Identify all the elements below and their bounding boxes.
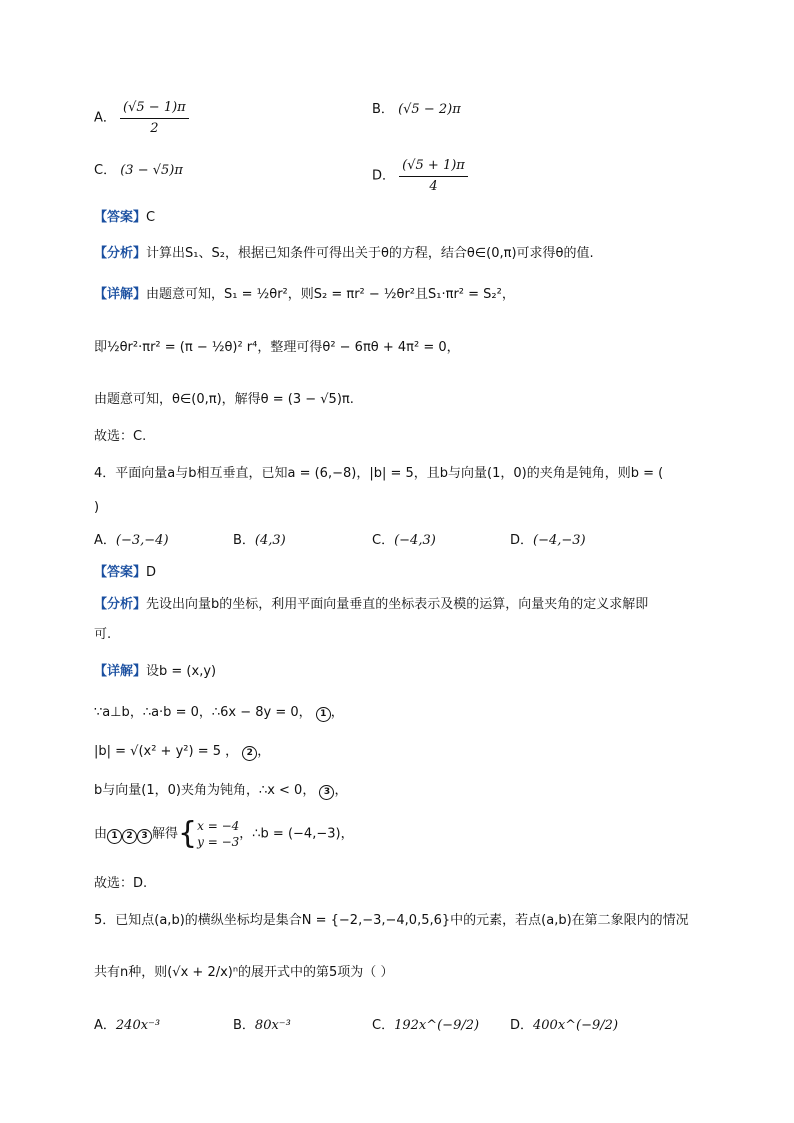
- analysis-tag: 【分析】: [94, 246, 147, 261]
- q5-stem-line-2: 共有n种，则(√x + 2/x)ⁿ的展开式中的第5项为（ ）: [94, 965, 394, 980]
- option-text: 192x^(−9/2): [394, 1018, 480, 1033]
- option-label: C．: [94, 163, 117, 178]
- option-text: 240x⁻³: [115, 1018, 161, 1033]
- detail-tag: 【详解】: [94, 664, 147, 679]
- q3-option-b: [372, 102, 461, 118]
- q5-stem-line-1: 5．已知点(a,b)的横纵坐标均是集合N = {−2,−3,−4,0,5,6}中的元素，若点(a,b)在第二象限内的情况: [94, 913, 689, 928]
- answer-tag: 【答案】: [94, 565, 147, 580]
- option-text: 80x⁻³: [254, 1018, 291, 1033]
- q3-option-c: [94, 163, 183, 179]
- q4-stem-line-1: 4．平面向量a与b相互垂直，已知a = (6,−8)，|b| = 5，且b与向量(1，0)的夹角是钝角，则b = (: [94, 466, 664, 481]
- q4-analysis-line-2: 可.: [94, 627, 112, 642]
- q5-option-b: [233, 1018, 291, 1034]
- q4-detail: [94, 664, 216, 680]
- q5-option-d: [510, 1018, 618, 1034]
- q3-analysis: [94, 246, 594, 262]
- option-label: A．: [94, 1018, 116, 1033]
- q3-detail-line-2: 即½θr²·πr² = (π − ½θ)² r⁴，整理可得θ² − 6πθ + 4π² = 0，: [94, 340, 460, 355]
- q3-conclusion: 故选：C.: [94, 429, 147, 444]
- q5-option-a: [94, 1018, 160, 1034]
- circled-three: 3: [319, 785, 334, 800]
- option-label: D．: [510, 1018, 534, 1033]
- circled-two: 2: [122, 829, 137, 844]
- option-label: A．: [94, 110, 116, 126]
- option-label: D．: [372, 168, 396, 184]
- q3-option-a: [94, 100, 189, 136]
- option-label: B．: [233, 533, 255, 548]
- answer-value: C: [146, 210, 156, 225]
- q4-analysis: [94, 597, 648, 613]
- option-c-text: (3 − √5)π: [120, 163, 183, 178]
- brace-icon: {: [178, 816, 198, 852]
- option-label: B．: [233, 1018, 255, 1033]
- circled-one: 1: [107, 829, 122, 844]
- q5-option-c: [372, 1018, 479, 1034]
- circled-three: 3: [137, 829, 152, 844]
- option-text: (4,3): [254, 533, 286, 548]
- option-label: C．: [372, 533, 395, 548]
- q4-conclusion: 故选：D.: [94, 876, 148, 891]
- option-label: D．: [510, 533, 534, 548]
- q4-answer: [94, 565, 156, 581]
- option-label: A．: [94, 533, 116, 548]
- option-text: (−4,−3): [533, 533, 586, 548]
- option-text: 400x^(−9/2): [533, 1018, 619, 1033]
- answer-value: D: [146, 565, 157, 580]
- q4-detail-line-4: b与向量(1，0)夹角为钝角，∴x < 0， 3 ，: [94, 783, 348, 798]
- option-label: C．: [372, 1018, 395, 1033]
- q4-option-c: [372, 533, 436, 549]
- detail-line-1: 设b = (x,y): [146, 664, 217, 679]
- q3-detail: [94, 287, 515, 303]
- q3-option-d: [372, 158, 468, 194]
- answer-tag: 【答案】: [94, 210, 147, 225]
- q4-detail-line-2: ∵a⊥b，∴a·b = 0，∴6x − 8y = 0， 1 ，: [94, 705, 344, 720]
- equation-system: x = −4 y = −3: [197, 819, 240, 850]
- option-a-fraction: $\frac{(√5 - 1)\pi}{2}$: [120, 100, 189, 136]
- analysis-tag: 【分析】: [94, 597, 147, 612]
- option-label: B．: [372, 102, 394, 117]
- option-text: (−3,−4): [115, 533, 169, 548]
- q3-detail-line-3: 由题意可知，θ∈(0,π)，解得θ = (3 − √5)π.: [94, 392, 354, 407]
- option-d-fraction: $\frac{(√5 + 1)\pi}{4}$: [399, 158, 468, 194]
- option-b-text: (√5 − 2)π: [398, 102, 461, 117]
- q4-detail-line-5: 由 1 2 3 解得{ x = −4 y = −3 ，∴b = (−4,−3)，: [94, 816, 354, 852]
- analysis-line-1: 先设出向量b的坐标，利用平面向量垂直的坐标表示及模的运算，向量夹角的定义求解即: [146, 597, 649, 612]
- analysis-text: 计算出S₁、S₂，根据已知条件可得出关于θ的方程，结合θ∈(0,π)可求得θ的值.: [146, 246, 594, 261]
- q3-answer: [94, 210, 155, 226]
- q4-option-d: [510, 533, 586, 549]
- detail-tag: 【详解】: [94, 287, 147, 302]
- q4-option-a: [94, 533, 169, 549]
- q4-option-b: [233, 533, 286, 549]
- option-text: (−4,3): [394, 533, 436, 548]
- q4-detail-line-3: |b| = √(x² + y²) = 5 ， 2 ，: [94, 744, 271, 759]
- q4-stem-line-2: ): [94, 500, 100, 515]
- circled-one: 1: [316, 707, 331, 722]
- detail-line-1: 由题意可知，S₁ = ½θr²，则S₂ = πr² − ½θr²且S₁·πr² = S₂²，: [146, 287, 515, 302]
- circled-two: 2: [242, 746, 257, 761]
